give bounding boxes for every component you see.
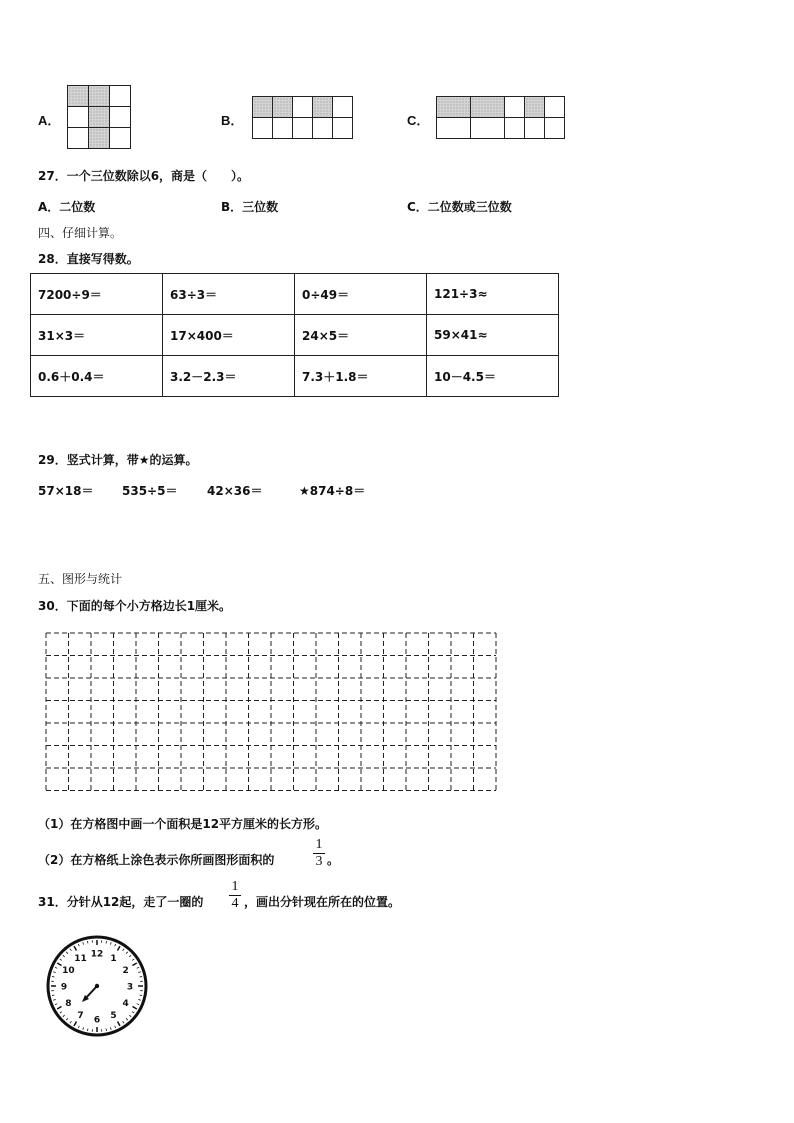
option-b-figure xyxy=(252,96,353,139)
clock-number: 3 xyxy=(126,982,134,993)
clock-tick xyxy=(87,941,88,943)
q30-sub2-end: 。 xyxy=(327,853,340,867)
clock-number: 10 xyxy=(62,966,75,976)
clock-tick xyxy=(52,976,54,977)
q30-sub2 xyxy=(38,851,274,868)
q28-table xyxy=(30,273,559,397)
clock-number: 4 xyxy=(122,999,129,1009)
q27-option-a: A．二位数 xyxy=(38,200,96,214)
q29-item-1: 57×18＝ xyxy=(38,484,94,498)
q31-stem-b: ，画出分针现在所在的位置。 xyxy=(244,895,401,909)
q30-sub1: （1）在方格图中画一个面积是12平方厘米的长方形。 xyxy=(38,817,328,831)
table-cell: 63÷3＝ xyxy=(163,274,295,315)
table-cell: 7200÷9＝ xyxy=(31,274,163,315)
table-cell: 7.3＋1.8＝ xyxy=(295,356,427,397)
table-cell: 59×41≈ xyxy=(427,315,559,356)
clock-number: 2 xyxy=(122,966,129,976)
q27-option-b: B．三位数 xyxy=(221,200,279,214)
section-5-heading: 五、图形与统计 xyxy=(38,572,123,586)
clock-number: 7 xyxy=(77,1011,84,1022)
table-cell: 121÷3≈ xyxy=(427,274,559,315)
clock-number: 8 xyxy=(65,999,72,1009)
q30-fraction xyxy=(313,838,325,869)
option-c-figure xyxy=(436,96,565,139)
fraction-denominator: 4 xyxy=(231,896,239,911)
clock-number: 1 xyxy=(110,953,117,964)
fraction-denominator: 3 xyxy=(315,854,323,869)
option-c-label: C． xyxy=(407,113,430,128)
clock-number: 5 xyxy=(110,1011,117,1022)
option-b-label: B． xyxy=(221,113,244,128)
table-cell: 0÷49＝ xyxy=(295,274,427,315)
q27-option-c: C．二位数或三位数 xyxy=(407,200,512,214)
option-a-label: A． xyxy=(38,113,61,128)
option-a-figure xyxy=(67,85,131,149)
clock-tick xyxy=(87,1029,88,1031)
clock-number: 6 xyxy=(93,1015,101,1026)
q31-stem-a: 31．分针从12起，走了一圈的 xyxy=(38,895,204,909)
clock-tick xyxy=(52,995,54,996)
q27-stem: 27．一个三位数除以6，商是（ ）。 xyxy=(38,169,250,183)
clock-tick xyxy=(106,1029,107,1031)
table-cell: 31×3＝ xyxy=(31,315,163,356)
q29-item-3: 42×36＝ xyxy=(207,484,263,498)
table-cell: 3.2－2.3＝ xyxy=(163,356,295,397)
q29-item-2: 535÷5＝ xyxy=(122,484,178,498)
clock-number: 11 xyxy=(74,953,87,964)
table-cell: 17×400＝ xyxy=(163,315,295,356)
fraction-numerator: 1 xyxy=(315,837,323,852)
clock-tick xyxy=(140,976,142,977)
table-cell: 10－4.5＝ xyxy=(427,356,559,397)
clock-number: 9 xyxy=(60,982,68,993)
table-row xyxy=(31,315,559,356)
q29-item-4: ★874÷8＝ xyxy=(299,484,366,498)
clock-tick xyxy=(106,941,107,943)
clock-center xyxy=(95,984,99,988)
q30-sub2-text: （2）在方格纸上涂色表示你所画图形面积的 xyxy=(38,853,275,867)
q28-stem: 28．直接写得数。 xyxy=(38,252,139,266)
table-cell: 24×5＝ xyxy=(295,315,427,356)
table-row xyxy=(31,356,559,397)
q29-stem: 29．竖式计算，带★的运算。 xyxy=(38,453,198,467)
q31-fraction xyxy=(229,880,241,911)
clock-tick xyxy=(140,995,142,996)
clock-face[interactable] xyxy=(44,933,150,1039)
dashed-square-grid[interactable] xyxy=(45,632,498,794)
table-cell: 0.6＋0.4＝ xyxy=(31,356,163,397)
q30-stem: 30．下面的每个小方格边长1厘米。 xyxy=(38,599,232,613)
section-4-heading: 四、仔细计算。 xyxy=(38,226,123,240)
table-row xyxy=(31,274,559,315)
clock-number: 12 xyxy=(90,949,104,960)
fraction-numerator: 1 xyxy=(231,879,239,894)
